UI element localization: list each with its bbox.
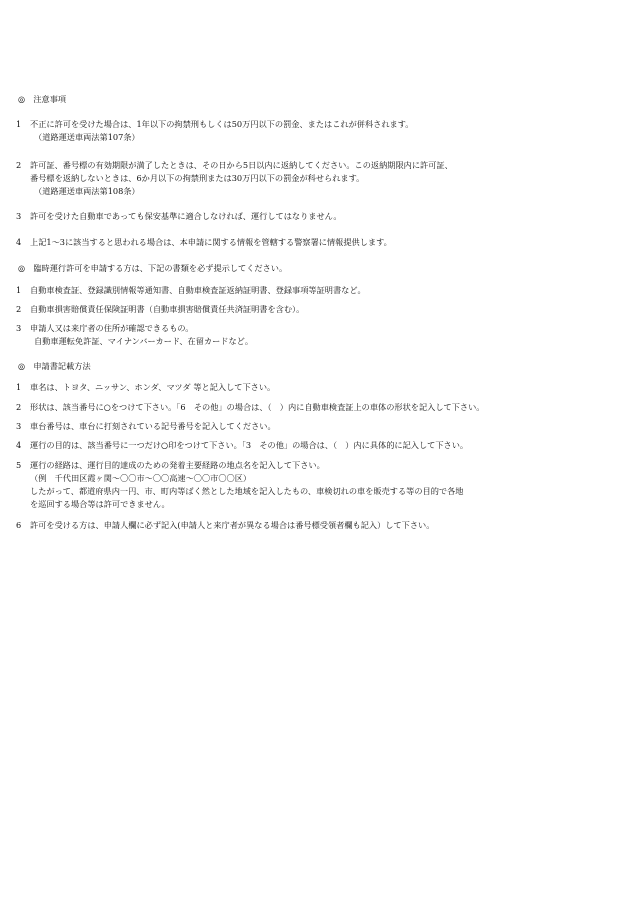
documents-item-3-line-2: 自動車運転免許証、マイナンバーカード、在留カードなど。 [34,336,254,346]
item-number: 5 [16,460,22,470]
instructions-item-5-line-3: したがって、都道府県内一円、市、町内等ばく然とした地域を記入したもの、車検切れの車を販売する等の目的で各地 [30,486,464,496]
item-number: 3 [16,323,22,333]
notes-item-4-line-1: 上記1～3に該当すると思われる場合は、本申請に関する情報を管轄する警察署に情報提供します。 [30,237,392,247]
notes-item-1-line-1: 不正に許可を受けた場合は、1年以下の拘禁刑もしくは50万円以下の罰金、またはこれが併科されます。 [30,119,414,129]
section-heading-notes: ◎ 注意事項 [18,94,67,104]
item-number: 1 [16,119,22,129]
item-number: 3 [16,211,22,221]
instructions-item-2-line-1: 形状は、該当番号に○をつけて下さい。「6 その他」の場合は、（ ）内に自動車検査証上の車体の形状を記入して下さい。 [30,402,485,412]
instructions-item-5-line-2: （例 千代田区霞ヶ関～〇〇市～〇〇高速～〇〇市〇〇区） [30,473,252,483]
section-heading-instructions: ◎ 申請書記載方法 [18,361,91,371]
item-number: 2 [16,402,22,412]
instructions-item-6-line-1: 許可を受ける方は、申請人欄に必ず記入(申請人と来庁者が異なる場合は番号標受領者欄も記入）して下さい。 [30,520,435,530]
section-heading-documents: ◎ 臨時運行許可を申請する方は、下記の書類を必ず提示してください。 [18,263,288,273]
documents-item-1-line-1: 自動車検査証、登録識別情報等通知書、自動車検査証返納証明書、登録事項等証明書など。 [30,285,366,295]
documents-item-2-line-1: 自動車損害賠償責任保険証明書（自動車損害賠償責任共済証明書を含む）。 [30,304,305,314]
notes-item-2-line-1: 許可証、番号標の有効期限が満了したときは、その日から5日以内に返納してください。この返納期限内に許可証、 [30,160,453,170]
item-number: 4 [16,440,22,450]
instructions-item-1-line-1: 車名は、トヨタ、ニッサン、ホンダ、マツダ 等と記入して下さい。 [30,382,276,392]
instructions-item-4-line-1: 運行の目的は、該当番号に一つだけ○印をつけて下さい。「3 その他」の場合は、（ ）内に具体的に記入して下さい。 [30,440,469,450]
documents-item-3-line-1: 申請人又は来庁者の住所が確認できるもの。 [30,323,194,333]
item-number: 4 [16,237,22,247]
item-number: 2 [16,304,22,314]
instructions-item-5-line-1: 運行の経路は、運行目的達成のための発着主要経路の地点名を記入して下さい。 [30,460,325,470]
item-number: 3 [16,421,22,431]
notes-item-2-line-3: （道路運送車両法第108条） [34,186,140,196]
instructions-item-5-line-4: を巡回する場合等は許可できません。 [30,499,170,509]
notes-item-1-line-2: （道路運送車両法第107条） [34,132,140,142]
instructions-item-3-line-1: 車台番号は、車台に打刻されている記号番号を記入してください。 [30,421,276,431]
item-number: 1 [16,285,22,295]
item-number: 1 [16,382,22,392]
item-number: 2 [16,160,22,170]
notes-item-3-line-1: 許可を受けた自動車であっても保安基準に適合しなければ、運行してはなりません。 [30,211,342,221]
item-number: 6 [16,520,22,530]
notes-item-2-line-2: 番号標を返納しないときは、6か月以下の拘禁刑または30万円以下の罰金が科せられます。 [30,173,365,183]
